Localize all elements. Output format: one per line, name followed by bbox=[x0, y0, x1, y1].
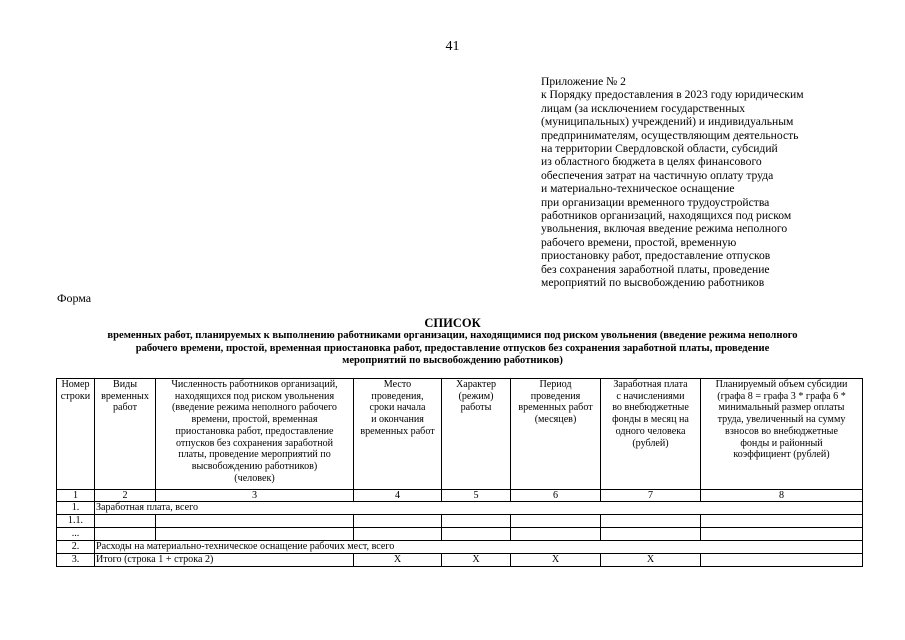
appendix-line: Приложение № 2 bbox=[541, 75, 626, 88]
header-line: отпусков без сохранения заработной bbox=[175, 437, 334, 449]
header-line: во внебюджетные bbox=[612, 402, 689, 414]
column-number-row bbox=[57, 490, 863, 502]
table-cell: X bbox=[354, 554, 442, 567]
header-cell bbox=[57, 379, 95, 490]
header-line: Характер bbox=[455, 379, 496, 390]
table-cell bbox=[354, 528, 442, 541]
header-line: Место bbox=[383, 379, 412, 390]
table-cell bbox=[511, 515, 601, 528]
table-cell bbox=[95, 515, 156, 528]
header-cell bbox=[95, 379, 156, 490]
appendix-line: приостановку работ, предоставление отпусков bbox=[541, 249, 771, 263]
column-number: 5 bbox=[442, 490, 511, 502]
row-label: Расходы на материально-техническое оснащение рабочих мест, всего bbox=[95, 541, 863, 554]
header-line: Планируемый объем субсидии bbox=[715, 379, 848, 390]
header-line: строки bbox=[60, 390, 91, 402]
header-line: высвобождению работников) bbox=[191, 460, 318, 472]
appendix-line: мероприятий по высвобождению работников bbox=[541, 276, 765, 290]
appendix-block bbox=[541, 75, 871, 290]
appendix-line: на территории Свердловской области, субсидий bbox=[541, 142, 778, 156]
table-cell bbox=[442, 515, 511, 528]
column-number: 7 bbox=[601, 490, 701, 502]
table-header-row bbox=[57, 379, 863, 490]
page-number: 41 bbox=[445, 39, 460, 54]
appendix-line: без сохранения заработной платы, проведение bbox=[541, 262, 770, 276]
header-line: взносов во внебюджетные bbox=[725, 425, 838, 437]
table-cell: X bbox=[442, 554, 511, 567]
appendix-line: при организации временного трудоустройства bbox=[541, 195, 770, 209]
table-row bbox=[57, 554, 863, 567]
header-line: коэффициент (рублей) bbox=[733, 449, 830, 461]
header-cell bbox=[601, 379, 701, 490]
appendix-line: предпринимателям, осуществляющим деятельность bbox=[541, 128, 799, 142]
header-cell bbox=[511, 379, 601, 490]
header-line: временных работ bbox=[518, 402, 593, 414]
header-line: фонды и районный bbox=[740, 437, 823, 449]
row-number: ... bbox=[57, 528, 95, 541]
header-line: (месяцев) bbox=[534, 414, 577, 426]
document-title: СПИСОК bbox=[424, 316, 481, 330]
header-cell bbox=[442, 379, 511, 490]
row-number: 2. bbox=[57, 541, 95, 554]
appendix-line: и материально-техническое оснащение bbox=[541, 182, 735, 196]
table-cell bbox=[701, 554, 863, 567]
column-number: 8 bbox=[701, 490, 863, 502]
table-cell bbox=[511, 528, 601, 541]
row-number: 3. bbox=[57, 554, 95, 567]
table-row bbox=[57, 515, 863, 528]
header-line: (графа 8 = графа 3 * графа 6 * bbox=[717, 390, 846, 402]
column-number: 6 bbox=[511, 490, 601, 502]
column-number: 1 bbox=[57, 490, 95, 502]
header-cell bbox=[354, 379, 442, 490]
table-row bbox=[57, 541, 863, 554]
header-line: и окончания bbox=[371, 414, 424, 426]
table-cell bbox=[601, 515, 701, 528]
header-line: проведения, bbox=[371, 390, 424, 402]
row-label: Заработная плата, всего bbox=[95, 502, 863, 515]
header-cell bbox=[701, 379, 863, 490]
header-line: (рублей) bbox=[632, 437, 669, 449]
header-line: находящихся под риском увольнения bbox=[174, 390, 335, 402]
table-cell bbox=[701, 515, 863, 528]
appendix-line: увольнения, включая введение режима неполного bbox=[541, 222, 788, 236]
table-cell bbox=[156, 528, 354, 541]
appendix-line: лицам (за исключением государственных bbox=[541, 101, 746, 115]
header-line: Численность работников организаций, bbox=[171, 379, 338, 390]
table-cell: X bbox=[601, 554, 701, 567]
header-line: Период bbox=[539, 379, 572, 390]
column-number: 4 bbox=[354, 490, 442, 502]
header-line: работ bbox=[113, 402, 137, 414]
header-line: Номер bbox=[61, 379, 90, 390]
table-cell bbox=[701, 528, 863, 541]
header-line: работы bbox=[460, 402, 492, 414]
appendix-line: (муниципальных) учреждений) и индивидуальным bbox=[541, 115, 794, 129]
column-number: 2 bbox=[95, 490, 156, 502]
appendix-line: обеспечения затрат на частичную оплату труда bbox=[541, 168, 774, 182]
header-line: платы, проведение мероприятий по bbox=[178, 449, 331, 461]
appendix-line: к Порядку предоставления в 2023 году юридическим bbox=[541, 88, 804, 102]
appendix-line: работников организаций, находящихся под риском bbox=[541, 209, 792, 223]
row-number: 1.1. bbox=[57, 515, 95, 528]
header-line: Заработная плата bbox=[613, 379, 688, 390]
row-label: Итого (строка 1 + строка 2) bbox=[95, 554, 354, 567]
header-line: (введение режима неполного рабочего bbox=[172, 402, 337, 414]
document-subtitle bbox=[55, 330, 850, 368]
table-row bbox=[57, 502, 863, 515]
header-line: сроки начала bbox=[369, 402, 426, 414]
appendix-line: рабочего времени, простой, временную bbox=[541, 235, 737, 249]
appendix-line: из областного бюджета в целях финансового bbox=[541, 155, 762, 169]
table-row bbox=[57, 528, 863, 541]
row-number: 1. bbox=[57, 502, 95, 515]
table-cell: X bbox=[511, 554, 601, 567]
subtitle-line: рабочего времени, простой, временная приостановка работ, предоставление отпусков без сохранения заработной платы, проведение bbox=[135, 342, 770, 354]
form-label: Форма bbox=[57, 291, 92, 305]
table-cell bbox=[95, 528, 156, 541]
table-cell bbox=[354, 515, 442, 528]
header-line: времени, простой, временная bbox=[191, 414, 318, 426]
header-line: временных работ bbox=[360, 425, 435, 437]
subtitle-line: мероприятий по высвобождению работников) bbox=[342, 355, 563, 367]
header-line: временных bbox=[101, 390, 149, 402]
header-line: (человек) bbox=[234, 472, 275, 484]
table-cell bbox=[601, 528, 701, 541]
header-line: труда, увеличенный на сумму bbox=[717, 414, 846, 426]
header-line: проведения bbox=[530, 390, 581, 402]
header-line: (режим) bbox=[458, 390, 494, 402]
header-line: приостановка работ, предоставление bbox=[175, 425, 334, 437]
table-cell bbox=[156, 515, 354, 528]
header-line: одного человека bbox=[615, 425, 686, 437]
column-number: 3 bbox=[156, 490, 354, 502]
header-line: Виды bbox=[112, 379, 138, 390]
header-line: фонды в месяц на bbox=[612, 414, 689, 426]
header-cell bbox=[156, 379, 354, 490]
table-cell bbox=[442, 528, 511, 541]
subtitle-line: временных работ, планируемых к выполнению работниками организации, находящимися под риском увольнения (введение режима неполного bbox=[107, 330, 798, 341]
header-line: с начислениями bbox=[616, 390, 685, 402]
header-line: минимальный размер оплаты bbox=[718, 402, 845, 414]
works-table bbox=[56, 378, 863, 567]
